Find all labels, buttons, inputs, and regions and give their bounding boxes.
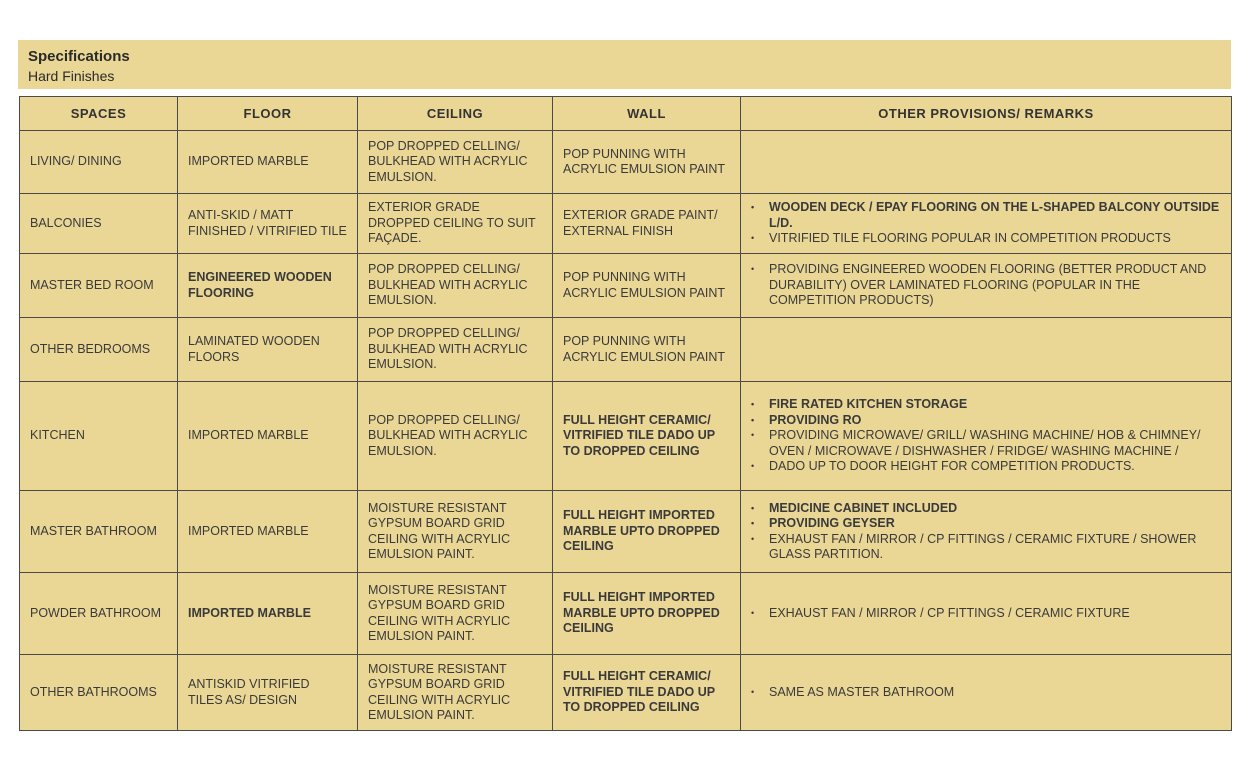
remark-item: • PROVIDING GEYSER <box>751 516 1221 532</box>
table-row <box>20 655 1232 731</box>
column-header-spaces: SPACES <box>20 97 178 131</box>
cell-remarks <box>741 491 1232 573</box>
remark-item: • PROVIDING RO <box>751 413 1221 429</box>
cell-remarks <box>741 194 1232 254</box>
cell-wall: FULL HEIGHT IMPORTED MARBLE UPTO DROPPED CEILING <box>553 573 741 655</box>
table-row <box>20 254 1232 318</box>
header-band <box>18 40 1231 89</box>
cell-floor: IMPORTED MARBLE <box>178 491 358 573</box>
remark-item: • EXHAUST FAN / MIRROR / CP FITTINGS / CERAMIC FIXTURE <box>751 606 1221 622</box>
cell-space: BALCONIES <box>20 194 178 254</box>
specifications-table <box>19 96 1232 731</box>
cell-remarks <box>741 254 1232 318</box>
remark-item: • WOODEN DECK / EPAY FLOORING ON THE L-SHAPED BALCONY OUTSIDE L/D. <box>751 200 1221 231</box>
remarks-list <box>751 262 1221 309</box>
remark-item: • PROVIDING ENGINEERED WOODEN FLOORING (BETTER PRODUCT AND DURABILITY) OVER LAMINATED FLOORING (POPULAR IN THE COMPETITION PRODUCTS) <box>751 262 1221 309</box>
table-header-row <box>20 97 1232 131</box>
cell-wall: FULL HEIGHT CERAMIC/ VITRIFIED TILE DADO UP TO DROPPED CEILING <box>553 382 741 491</box>
cell-ceiling: MOISTURE RESISTANT GYPSUM BOARD GRID CEILING WITH ACRYLIC EMULSION PAINT. <box>358 491 553 573</box>
remark-item: • DADO UP TO DOOR HEIGHT FOR COMPETITION PRODUCTS. <box>751 459 1221 475</box>
table-row <box>20 131 1232 194</box>
cell-wall: POP PUNNING WITH ACRYLIC EMULSION PAINT <box>553 131 741 194</box>
cell-remarks <box>741 655 1232 731</box>
cell-floor: LAMINATED WOODEN FLOORS <box>178 318 358 382</box>
remark-item: • VITRIFIED TILE FLOORING POPULAR IN COMPETITION PRODUCTS <box>751 231 1221 247</box>
column-header-remarks: OTHER PROVISIONS/ REMARKS <box>741 97 1232 131</box>
cell-floor: IMPORTED MARBLE <box>178 131 358 194</box>
cell-space: OTHER BATHROOMS <box>20 655 178 731</box>
cell-space: MASTER BED ROOM <box>20 254 178 318</box>
cell-floor: ANTISKID VITRIFIED TILES AS/ DESIGN <box>178 655 358 731</box>
cell-ceiling: POP DROPPED CELLING/ BULKHEAD WITH ACRYLIC EMULSION. <box>358 318 553 382</box>
cell-floor: IMPORTED MARBLE <box>178 382 358 491</box>
column-header-floor: FLOOR <box>178 97 358 131</box>
remarks-list <box>751 685 1221 701</box>
cell-wall: POP PUNNING WITH ACRYLIC EMULSION PAINT <box>553 318 741 382</box>
table-row <box>20 491 1232 573</box>
cell-floor: ENGINEERED WOODEN FLOORING <box>178 254 358 318</box>
cell-wall: FULL HEIGHT CERAMIC/ VITRIFIED TILE DADO UP TO DROPPED CEILING <box>553 655 741 731</box>
cell-ceiling: MOISTURE RESISTANT GYPSUM BOARD GRID CEILING WITH ACRYLIC EMULSION PAINT. <box>358 573 553 655</box>
cell-space: MASTER BATHROOM <box>20 491 178 573</box>
cell-ceiling: MOISTURE RESISTANT GYPSUM BOARD GRID CEILING WITH ACRYLIC EMULSION PAINT. <box>358 655 553 731</box>
page-subtitle: Hard Finishes <box>28 68 115 84</box>
cell-ceiling: POP DROPPED CELLING/ BULKHEAD WITH ACRYLIC EMULSION. <box>358 131 553 194</box>
table-row <box>20 194 1232 254</box>
cell-space: POWDER BATHROOM <box>20 573 178 655</box>
table-row <box>20 318 1232 382</box>
cell-ceiling: EXTERIOR GRADE DROPPED CEILING TO SUIT FAÇADE. <box>358 194 553 254</box>
remark-item: • EXHAUST FAN / MIRROR / CP FITTINGS / CERAMIC FIXTURE / SHOWER GLASS PARTITION. <box>751 532 1221 563</box>
remark-item: • PROVIDING MICROWAVE/ GRILL/ WASHING MACHINE/ HOB & CHIMNEY/ OVEN / MICROWAVE / DISHWASHER / FRIDGE/ WASHING MACHINE / <box>751 428 1221 459</box>
cell-remarks <box>741 573 1232 655</box>
remark-item: • SAME AS MASTER BATHROOM <box>751 685 1221 701</box>
cell-wall: POP PUNNING WITH ACRYLIC EMULSION PAINT <box>553 254 741 318</box>
remarks-list <box>751 200 1221 247</box>
cell-floor: ANTI-SKID / MATT FINISHED / VITRIFIED TILE <box>178 194 358 254</box>
remarks-list <box>751 606 1221 622</box>
column-header-wall: WALL <box>553 97 741 131</box>
cell-space: KITCHEN <box>20 382 178 491</box>
remarks-list <box>751 501 1221 563</box>
cell-wall: EXTERIOR GRADE PAINT/ EXTERNAL FINISH <box>553 194 741 254</box>
page-title: Specifications <box>28 48 130 65</box>
cell-ceiling: POP DROPPED CELLING/ BULKHEAD WITH ACRYLIC EMULSION. <box>358 382 553 491</box>
column-header-ceiling: CEILING <box>358 97 553 131</box>
cell-space: OTHER BEDROOMS <box>20 318 178 382</box>
cell-remarks <box>741 131 1232 194</box>
cell-remarks <box>741 382 1232 491</box>
table-row <box>20 382 1232 491</box>
remark-item: • MEDICINE CABINET INCLUDED <box>751 501 1221 517</box>
remarks-list <box>751 397 1221 475</box>
remark-item: • FIRE RATED KITCHEN STORAGE <box>751 397 1221 413</box>
cell-floor: IMPORTED MARBLE <box>178 573 358 655</box>
table-row <box>20 573 1232 655</box>
cell-ceiling: POP DROPPED CELLING/ BULKHEAD WITH ACRYLIC EMULSION. <box>358 254 553 318</box>
cell-space: LIVING/ DINING <box>20 131 178 194</box>
cell-remarks <box>741 318 1232 382</box>
cell-wall: FULL HEIGHT IMPORTED MARBLE UPTO DROPPED CEILING <box>553 491 741 573</box>
